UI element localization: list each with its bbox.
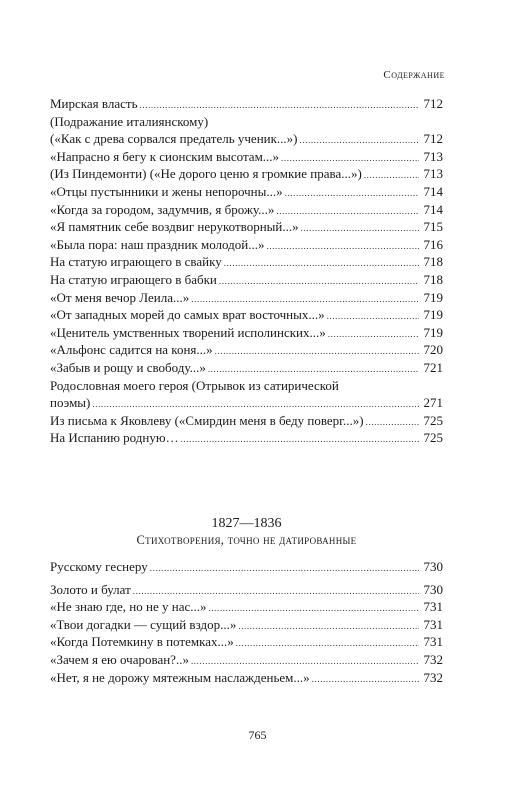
toc-entry-page: 715 [423, 219, 443, 235]
leader-dots [208, 361, 419, 378]
toc-entry [50, 359, 443, 377]
leader-dots [276, 203, 419, 220]
toc-entry-page: 713 [423, 166, 443, 182]
toc-entry-page: 716 [423, 236, 443, 252]
toc-entry [50, 669, 443, 687]
toc-entry [50, 165, 443, 183]
leader-dots [215, 343, 419, 360]
leader-dots [238, 618, 419, 635]
toc-entry-title: «Альфонс садится на коня...» [50, 342, 213, 358]
toc-entry-title: («Как с древа сорвался предатель ученик...») [50, 131, 298, 147]
toc-entry-title: «Была пора: наш праздник молодой...» [50, 236, 265, 252]
toc-entry-page: 725 [423, 412, 443, 428]
toc-entry [50, 412, 443, 430]
toc-entry [50, 306, 443, 324]
leader-dots [191, 653, 419, 670]
leader-dots [181, 431, 419, 448]
toc-entry-page: 719 [423, 289, 443, 305]
leader-dots [224, 255, 419, 272]
toc-entry-title: «Зачем я ею очарован?..» [50, 651, 189, 667]
leader-dots [281, 150, 419, 167]
toc-entry [50, 218, 443, 236]
toc-entry-page: 720 [423, 342, 443, 358]
toc-entry-title: «Забыв и рощу и свободу...» [50, 359, 206, 375]
toc-entry [50, 377, 443, 395]
toc-entry [50, 95, 443, 113]
toc-entry [50, 558, 443, 576]
toc-entry [50, 651, 443, 669]
toc-list-bottom [50, 558, 443, 686]
toc-entry-page: 719 [423, 307, 443, 323]
toc-entry-page: 713 [423, 148, 443, 164]
toc-entry [50, 581, 443, 599]
section-heading [50, 515, 443, 549]
toc-entry-title: «Напрасно я бегу к сионским высотам...» [50, 148, 280, 164]
toc-entry [50, 616, 443, 634]
toc-entry-page: 714 [423, 183, 443, 199]
toc-entry-page: 732 [423, 669, 443, 685]
toc-entry-title: «От меня вечор Леила...» [50, 289, 190, 305]
leader-dots [364, 167, 419, 184]
toc-entry-page: 731 [423, 599, 443, 615]
leader-dots [140, 97, 419, 114]
toc-entry-title: «Нет, я не дорожу мятежным наслажденьем...» [50, 669, 310, 685]
toc-entry-page: 719 [423, 324, 443, 340]
toc-entry-page: 714 [423, 201, 443, 217]
leader-dots [219, 273, 419, 290]
running-head: Содержание [383, 69, 445, 81]
toc-entry [50, 324, 443, 342]
leader-dots [92, 396, 419, 413]
toc-entry [50, 130, 443, 148]
page-number: 765 [248, 728, 267, 742]
toc-list-top [50, 95, 443, 447]
leader-dots [312, 671, 419, 688]
leader-dots [208, 600, 419, 617]
leader-dots [285, 185, 419, 202]
toc-entry-page: 730 [423, 559, 443, 574]
toc-entry-page: 712 [423, 131, 443, 147]
toc-entry-title: «Я памятник себе воздвиг нерукотворный...» [50, 219, 299, 235]
toc-entry [50, 633, 443, 651]
toc-entry-title: «Твои догадки — сущий вздор...» [50, 616, 237, 632]
toc-entry-title: «Не знаю где, но не у нас...» [50, 599, 207, 615]
toc-entry-title: «Когда Потемкину в потемках...» [50, 634, 234, 650]
toc-entry [50, 113, 443, 131]
toc-entry [50, 289, 443, 307]
leader-dots [150, 560, 419, 577]
toc-entry [50, 253, 443, 271]
toc-entry-page: 731 [423, 616, 443, 632]
toc-entry [50, 148, 443, 166]
toc-entry-title: «Ценитель умственных творений исполинских...» [50, 324, 326, 340]
toc-entry-page: 718 [423, 271, 443, 287]
toc-entry-page: 271 [423, 395, 443, 411]
toc-entry-title: «Когда за городом, задумчив, я брожу...» [50, 201, 275, 217]
toc-entry [50, 271, 443, 289]
toc-entry-page: 730 [423, 581, 443, 597]
toc-entry-title: «Отцы пустынники и жены непорочны...» [50, 183, 283, 199]
toc-entry [50, 183, 443, 201]
toc-entry [50, 236, 443, 254]
toc-entry-page: 725 [423, 430, 443, 446]
leader-dots [133, 583, 419, 600]
leader-dots [301, 220, 419, 237]
toc-entry [50, 429, 443, 447]
section-subtitle: Стихотворения, точно не датированные [136, 533, 357, 547]
toc-entry-title: Золото и булат [50, 581, 131, 597]
toc-entry-page: 721 [423, 359, 443, 375]
toc-entry-title: Из письма к Яковлеву («Смирдин меня в беду поверг...») [50, 412, 364, 428]
toc-entry [50, 598, 443, 616]
toc-entry-title: На статую играющего в бабки [50, 271, 217, 287]
leader-dots [300, 132, 419, 149]
leader-dots [267, 238, 420, 255]
section-years: 1827—1836 [211, 516, 282, 531]
toc-entry-title: Русскому геснеру [50, 559, 148, 574]
toc-entry-page: 732 [423, 651, 443, 667]
toc-entry-title: «От западных морей до самых врат восточных...» [50, 307, 325, 323]
leader-dots [327, 308, 419, 325]
toc-entry-title: На Испанию родную… [50, 430, 179, 446]
leader-dots [366, 414, 419, 431]
toc-entry-title: (Из Пиндемонти) («Не дорого ценю я громкие права...») [50, 166, 362, 182]
toc-entry-page: 718 [423, 254, 443, 270]
toc-entry-page: 712 [423, 96, 443, 111]
toc-entry-title: Мирская власть [50, 96, 138, 111]
leader-dots [328, 326, 419, 343]
toc-entry [50, 201, 443, 219]
toc-entry [50, 394, 443, 412]
toc-entry [50, 341, 443, 359]
leader-dots [191, 291, 419, 308]
toc-entry-title: На статую играющего в свайку [50, 254, 222, 270]
toc-entry-title: Родословная моего героя (Отрывок из сатирической [50, 377, 339, 393]
toc-entry-title: поэмы) [50, 395, 91, 411]
leader-dots [236, 635, 419, 652]
toc-entry-title: (Подражание италиянскому) [50, 113, 209, 129]
toc-entry-page: 731 [423, 634, 443, 650]
